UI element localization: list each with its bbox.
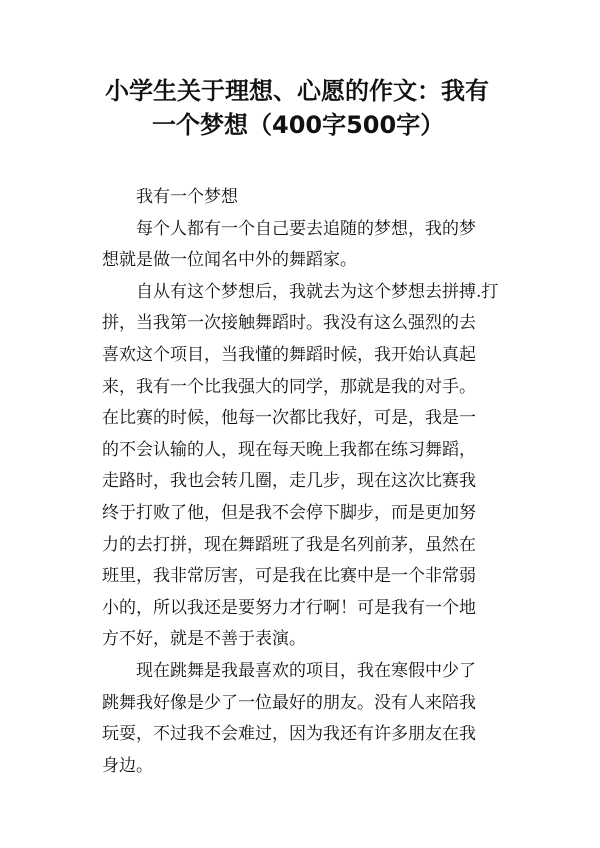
paragraph-line: 每个人都有一个自己要去追随的梦想，我的梦 [136,218,476,239]
paragraph-line: 喜欢这个项目，当我懂的舞蹈时候，我开始认真起 [102,344,476,365]
paragraph-line: 跳舞我好像是少了一位最好的朋友。没有人来陪我 [102,692,476,713]
paragraph-line: 的不会认输的人，现在每天晚上我都在练习舞蹈， [102,439,476,460]
paragraph-line: 身边。 [102,755,153,776]
document-title [0,74,600,142]
title-line-2: 一个梦想（400字500字） [152,111,445,139]
paragraph-line: 玩耍，不过我不会难过，因为我还有许多朋友在我 [102,724,476,745]
paragraph-line: 力的去打拼，现在舞蹈班了我是名列前茅，虽然在 [102,534,476,555]
paragraph-line: 终于打败了他，但是我不会停下脚步，而是更加努 [102,502,476,523]
essay-body [102,182,522,782]
paragraph-line: 在比赛的时候，他每一次都比我好，可是，我是一 [102,408,476,429]
paragraph-line: 现在跳舞是我最喜欢的项目，我在寒假中少了 [136,660,476,681]
paragraph-line: 走路时，我也会转几圈，走几步，现在这次比赛我 [102,471,476,492]
title-line-1: 小学生关于理想、心愿的作文：我有 [105,77,489,105]
paragraph-line: 想就是做一位闻名中外的舞蹈家。 [102,250,357,271]
paragraph-line: 班里，我非常厉害，可是我在比赛中是一个非常弱 [102,566,476,587]
paragraph-line: 自从有这个梦想后，我就去为这个梦想去拼搏.打 [136,281,499,302]
paragraph-line: 小的，所以我还是要努力才行啊！可是我有一个地 [102,597,476,618]
paragraph-line: 拼，当我第一次接触舞蹈时。我没有这么强烈的去 [102,313,476,334]
essay-heading: 我有一个梦想 [136,187,238,207]
paragraph-line: 方不好，就是不善于表演。 [102,629,306,650]
paragraph-line: 来，我有一个比我强大的同学，那就是我的对手。 [102,376,476,397]
